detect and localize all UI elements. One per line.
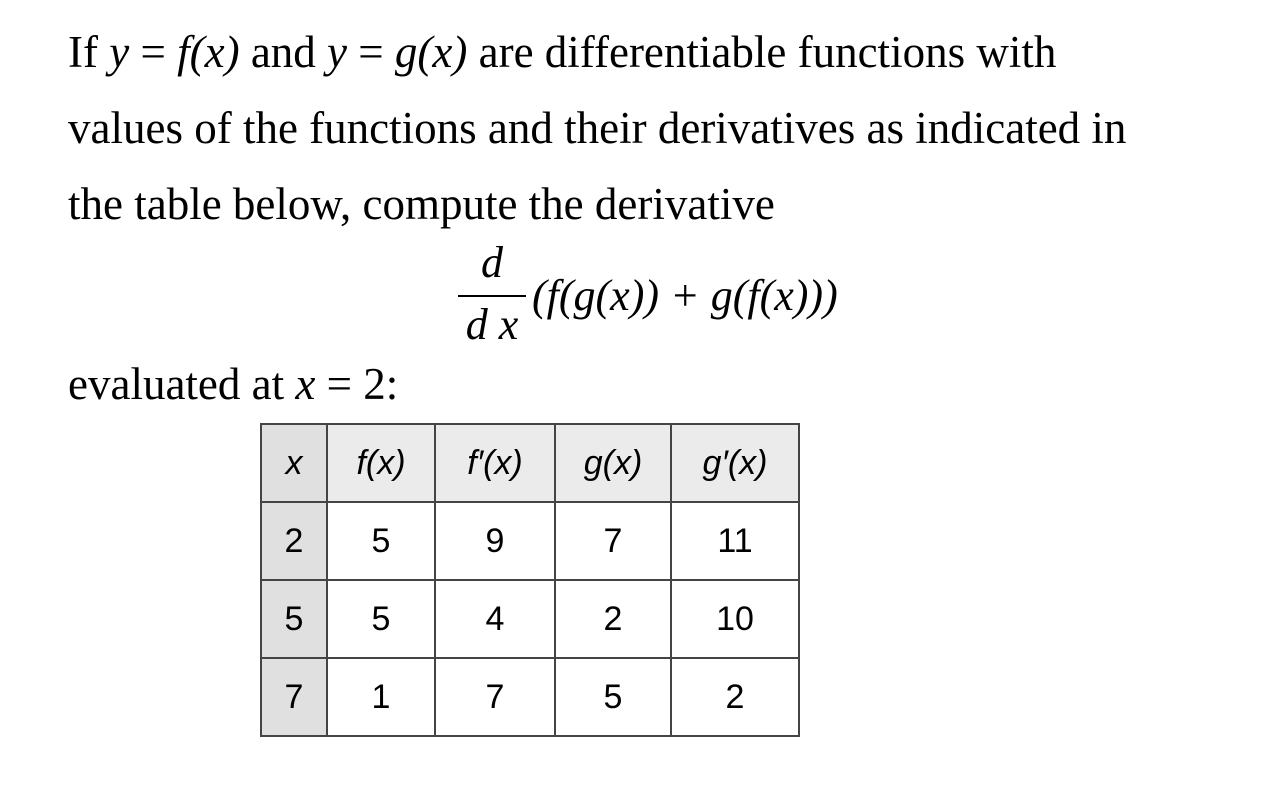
problem-line-3: the table below, compute the derivative [68,179,775,229]
table-cell: 7 [555,502,671,580]
table-cell: 5 [555,658,671,736]
table-cell: 2 [671,658,799,736]
composite-expression: (f(g(x)) + g(f(x))) [532,271,838,320]
line-1-rest: are differentiable functions with [467,27,1057,77]
header-x: x [261,424,327,502]
table-cell: 10 [671,580,799,658]
table-cell: 2 [261,502,327,580]
function-f-of-x: f(x) [177,27,240,77]
table-row [261,580,799,658]
table-cell: 7 [435,658,555,736]
equals-sign-second: = [347,27,395,77]
values-table [260,423,800,737]
fraction-bar [458,295,526,297]
table-header-row [261,424,799,502]
table-cell: 2 [555,580,671,658]
fraction-numerator: d [481,238,503,287]
word-if: If [68,27,98,77]
evaluation-value: = 2: [315,359,399,409]
word-and: and [239,27,328,77]
problem-line-2: values of the functions and their derivatives as indicated in [68,103,1127,153]
table-cell: 7 [261,658,327,736]
table-cell: 5 [261,580,327,658]
derivative-operator [456,236,528,356]
header-g-prime: g′(x) [671,424,799,502]
table-cell: 5 [327,580,435,658]
problem-line-1 [68,14,1056,90]
table-cell: 5 [327,502,435,580]
var-y-second: y [327,27,348,77]
table-cell: 4 [435,580,555,658]
evaluated-at-text: evaluated at [68,359,296,409]
table-row [261,658,799,736]
header-f: f(x) [327,424,435,502]
fraction-denominator: d x [465,300,519,349]
equals-sign: = [129,27,178,77]
table-row [261,502,799,580]
var-y: y [109,27,130,77]
header-g: g(x) [555,424,671,502]
header-f-prime: f′(x) [435,424,555,502]
function-g-of-x: g(x) [394,27,468,77]
table-cell: 1 [327,658,435,736]
problem-line-4 [68,346,398,422]
table-cell: 11 [671,502,799,580]
var-x: x [295,359,316,409]
table-cell: 9 [435,502,555,580]
